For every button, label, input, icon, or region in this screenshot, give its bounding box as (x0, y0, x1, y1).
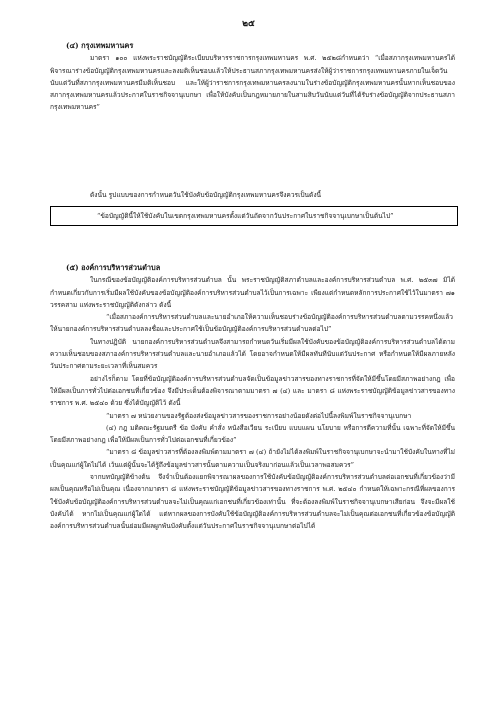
section-heading-bangkok: (๔) กรุงเทพมหานคร (66, 41, 134, 50)
page-number: ๒๕ (242, 19, 255, 29)
section-bangkok (50, 40, 455, 114)
recommended-clause: “ข้อบัญญัตินี้ให้ใช้บังคับในเขตกรุงเทพมหานครตั้งแต่วันถัดจากวันประกาศในราชกิจจานุเบกษาเป็นต้นไป” (97, 212, 394, 220)
tambon-paragraph-2: ในทางปฏิบัติ นายกองค์การบริหารส่วนตำบลจึงสามารถกำหนดวันเริ่มมีผลใช้บังคับของข้อบัญญัติองค์การบริหารส่วนตำบลได้ตามความเห็นชอบของสภาองค์การบริหารส่วนตำบลและนายอำเภอแล้วได้ โดยอาจกำหนดให้มีผลทันทีนับแต่วันประกาศ หรือกำหนดให้มีผลภายหลังวันประกาศตามระยะเวลาที่เห็นสมควร (50, 337, 455, 371)
recommended-clause-box (50, 206, 458, 226)
section-heading-tambon: (๕) องค์การบริหารส่วนตำบล (66, 263, 161, 272)
bangkok-suggestion-block (50, 189, 455, 201)
bangkok-suggestion: ดังนั้น รูปแบบของการกำหนดวันใช้บังคับข้อบัญญัติกรุงเทพมหานครจึงควรเป็นดังนี้ (90, 191, 322, 199)
tambon-quote-2: “มาตรา ๗ หน่วยงานของรัฐต้องส่งข้อมูลข่าวสารของราชการอย่างน้อยดังต่อไปนี้ลงพิมพ์ในราชกิจจานุเบกษา (106, 411, 412, 420)
tambon-quote-1: “เมื่อสภาองค์การบริหารส่วนตำบลและนายอำเภอให้ความเห็นชอบร่างข้อบัญญัติองค์การบริหารส่วนตำบลตามวรรคหนึ่งแล้ว ให้นายกองค์การบริหารส่วนตำบลลงชื่อและประกาศใช้เป็นข้อบัญญัติองค์การบริหารส่วนตำบลต่อไป” (50, 313, 453, 334)
section-tambon (50, 262, 455, 533)
tambon-quote-2b: (๔) กฎ มติคณะรัฐมนตรี ข้อ บังคับ คำสั่ง หนังสือเวียน ระเบียบ แบบแผน นโยบาย หรือการตีความที่นั้น เฉพาะที่จัดให้มีขึ้นโดยมีสภาพอย่างกฎ เพื่อให้มีผลเป็นการทั่วไปต่อเอกชนที่เกี่ยวข้อง” (50, 423, 455, 445)
tambon-quote-3: “มาตรา ๘ ข้อมูลข่าวสารที่ต้องลงพิมพ์ตามมาตรา ๗ (๔) ถ้ายังไม่ได้ลงพิมพ์ในราชกิจจานุเบกษาจะนำมาใช้บังคับในทางที่ไม่เป็นคุณแก่ผู้ใดไม่ได้ เว้นแต่ผู้นั้นจะได้รู้ถึงข้อมูลข่าวสารนั้นตามความเป็นจริงมาก่อนแล้วเป็นเวลาพอสมควร” (50, 448, 455, 469)
tambon-paragraph-1: ในกรณีของข้อบัญญัติองค์การบริหารส่วนตำบล นั้น พระราชบัญญัติสภาตำบลและองค์การบริหารส่วนตำบล พ.ศ. ๒๕๓๗ มิได้กำหนดเกี่ยวกับการเริ่มมีผลใช้บังคับของข้อบัญญัติองค์การบริหารส่วนตำบลไว้เป็นการเฉพาะ เพียงแต่กำหนดหลักการประกาศใช้ไว้ในมาตรา ๗๑ วรรคสาม แห่งพระราชบัญญัติดังกล่าว ดังนี้ (50, 276, 455, 309)
bangkok-paragraph: มาตรา ๑๐๐ แห่งพระราชบัญญัติระเบียบบริหารราชการกรุงเทพมหานคร พ.ศ. ๒๕๒๘กำหนดว่า “เมื่อสภากรุงเทพมหานครได้พิจารณาร่างข้อบัญญัติกรุงเทพมหานครและลงมติเห็นชอบแล้วให้ประธานสภากรุงเทพมหานครส่งให้ผู้ว่าราชการกรุงเทพมหานครภายในเจ็ดวันนับแต่วันที่สภากรุงเทพมหานครมีมติเห็นชอบ และให้ผู้ว่าราชการกรุงเทพมหานครลงนามในร่างข้อบัญญัติกรุงเทพมหานครนั้นหากเห็นชอบของสภากรุงเทพมหานครแล้วประกาศในราชกิจจานุเบกษา เพื่อให้บังคับเป็นกฎหมายภายในสามสิบวันนับแต่วันที่ได้รับร่างข้อบัญญัติจากประธานสภากรุงเทพมหานคร” (50, 54, 455, 112)
tambon-paragraph-3: อย่างไรก็ตาม โดยที่ข้อบัญญัติองค์การบริหารส่วนตำบลจัดเป็นข้อมูลข่าวสารของทางราชการที่จัดให้มีขึ้นโดยมีสภาพอย่างกฎ เพื่อให้มีผลเป็นการทั่วไปต่อเอกชนที่เกี่ยวข้อง จึงมีประเด็นต้องพิจารณาตามมาตรา ๗ (๔) และ มาตรา ๘ แห่งพระราชบัญญัติข้อมูลข่าวสารของทางราชการ พ.ศ. ๒๕๔๐ ด้วย ซึ่งได้บัญญัติไว้ ดังนี้ (50, 374, 455, 408)
tambon-paragraph-4: จากบทบัญญัติข้างต้น จึงจำเป็นต้องแยกพิจารณาผลของการใช้บังคับข้อบัญญัติองค์การบริหารส่วนตำบลต่อเอกชนที่เกี่ยวข้องว่ามีผลเป็นคุณหรือไม่เป็นคุณ เนื่องจากมาตรา ๘ แห่งพระราชบัญญัติข้อมูลข่าวสารของทางราชการ พ.ศ. ๒๕๔๐ กำหนดให้เฉพาะกรณีที่ผลของการใช้บังคับข้อบัญญัติองค์การบริหารส่วนตำบลจะไม่เป็นคุณแก่เอกชนที่เกี่ยวข้องเท่านั้น ที่จะต้องลงพิมพ์ในราชกิจจานุเบกษาเสียก่อน จึงจะมีผลใช้บังคับได้ หากไม่เป็นคุณแก่ผู้ใดได้ แต่หากผลของการบังคับใช้ข้อบัญญัติองค์การบริหารส่วนตำบลจะไม่เป็นคุณต่อเอกชนที่เกี่ยวข้องข้อบัญญัติองค์การบริหารส่วนตำบลนั้นย่อมมีผลผูกพันบังคับตั้งแต่วันประกาศในราชกิจจานุเบกษาต่อไปได้ (50, 473, 455, 531)
